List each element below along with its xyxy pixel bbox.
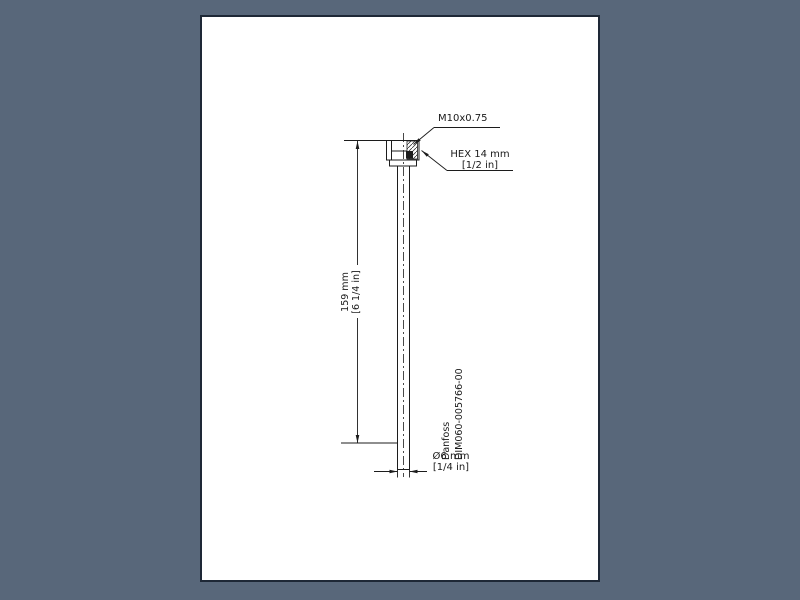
arrow-down: [356, 435, 360, 443]
length-dimension-label: [340, 267, 362, 317]
diameter-mm: Ø6 mm: [432, 451, 470, 462]
part-number: DIM060-005766-00: [454, 368, 465, 460]
arrow-left: [410, 470, 418, 473]
diameter-dimension: [374, 470, 427, 478]
brand-partnumber-label: [440, 352, 466, 460]
seal-section: [407, 152, 413, 159]
length-mm: 159 mm: [340, 272, 351, 312]
diameter-in: [1/4 in]: [432, 462, 470, 473]
thread-label: M10x0.75: [438, 113, 488, 124]
arrow-up: [356, 141, 360, 149]
hex-size-in: [1/2 in]: [461, 160, 499, 171]
thread-leader: [414, 128, 501, 145]
arrow-right: [390, 470, 398, 473]
hex-size-mm: HEX 14 mm: [450, 149, 510, 160]
brand-name: Danfoss: [441, 421, 452, 460]
hex-size-label: [447, 149, 513, 171]
length-in: [6 1/4 in]: [351, 270, 362, 314]
